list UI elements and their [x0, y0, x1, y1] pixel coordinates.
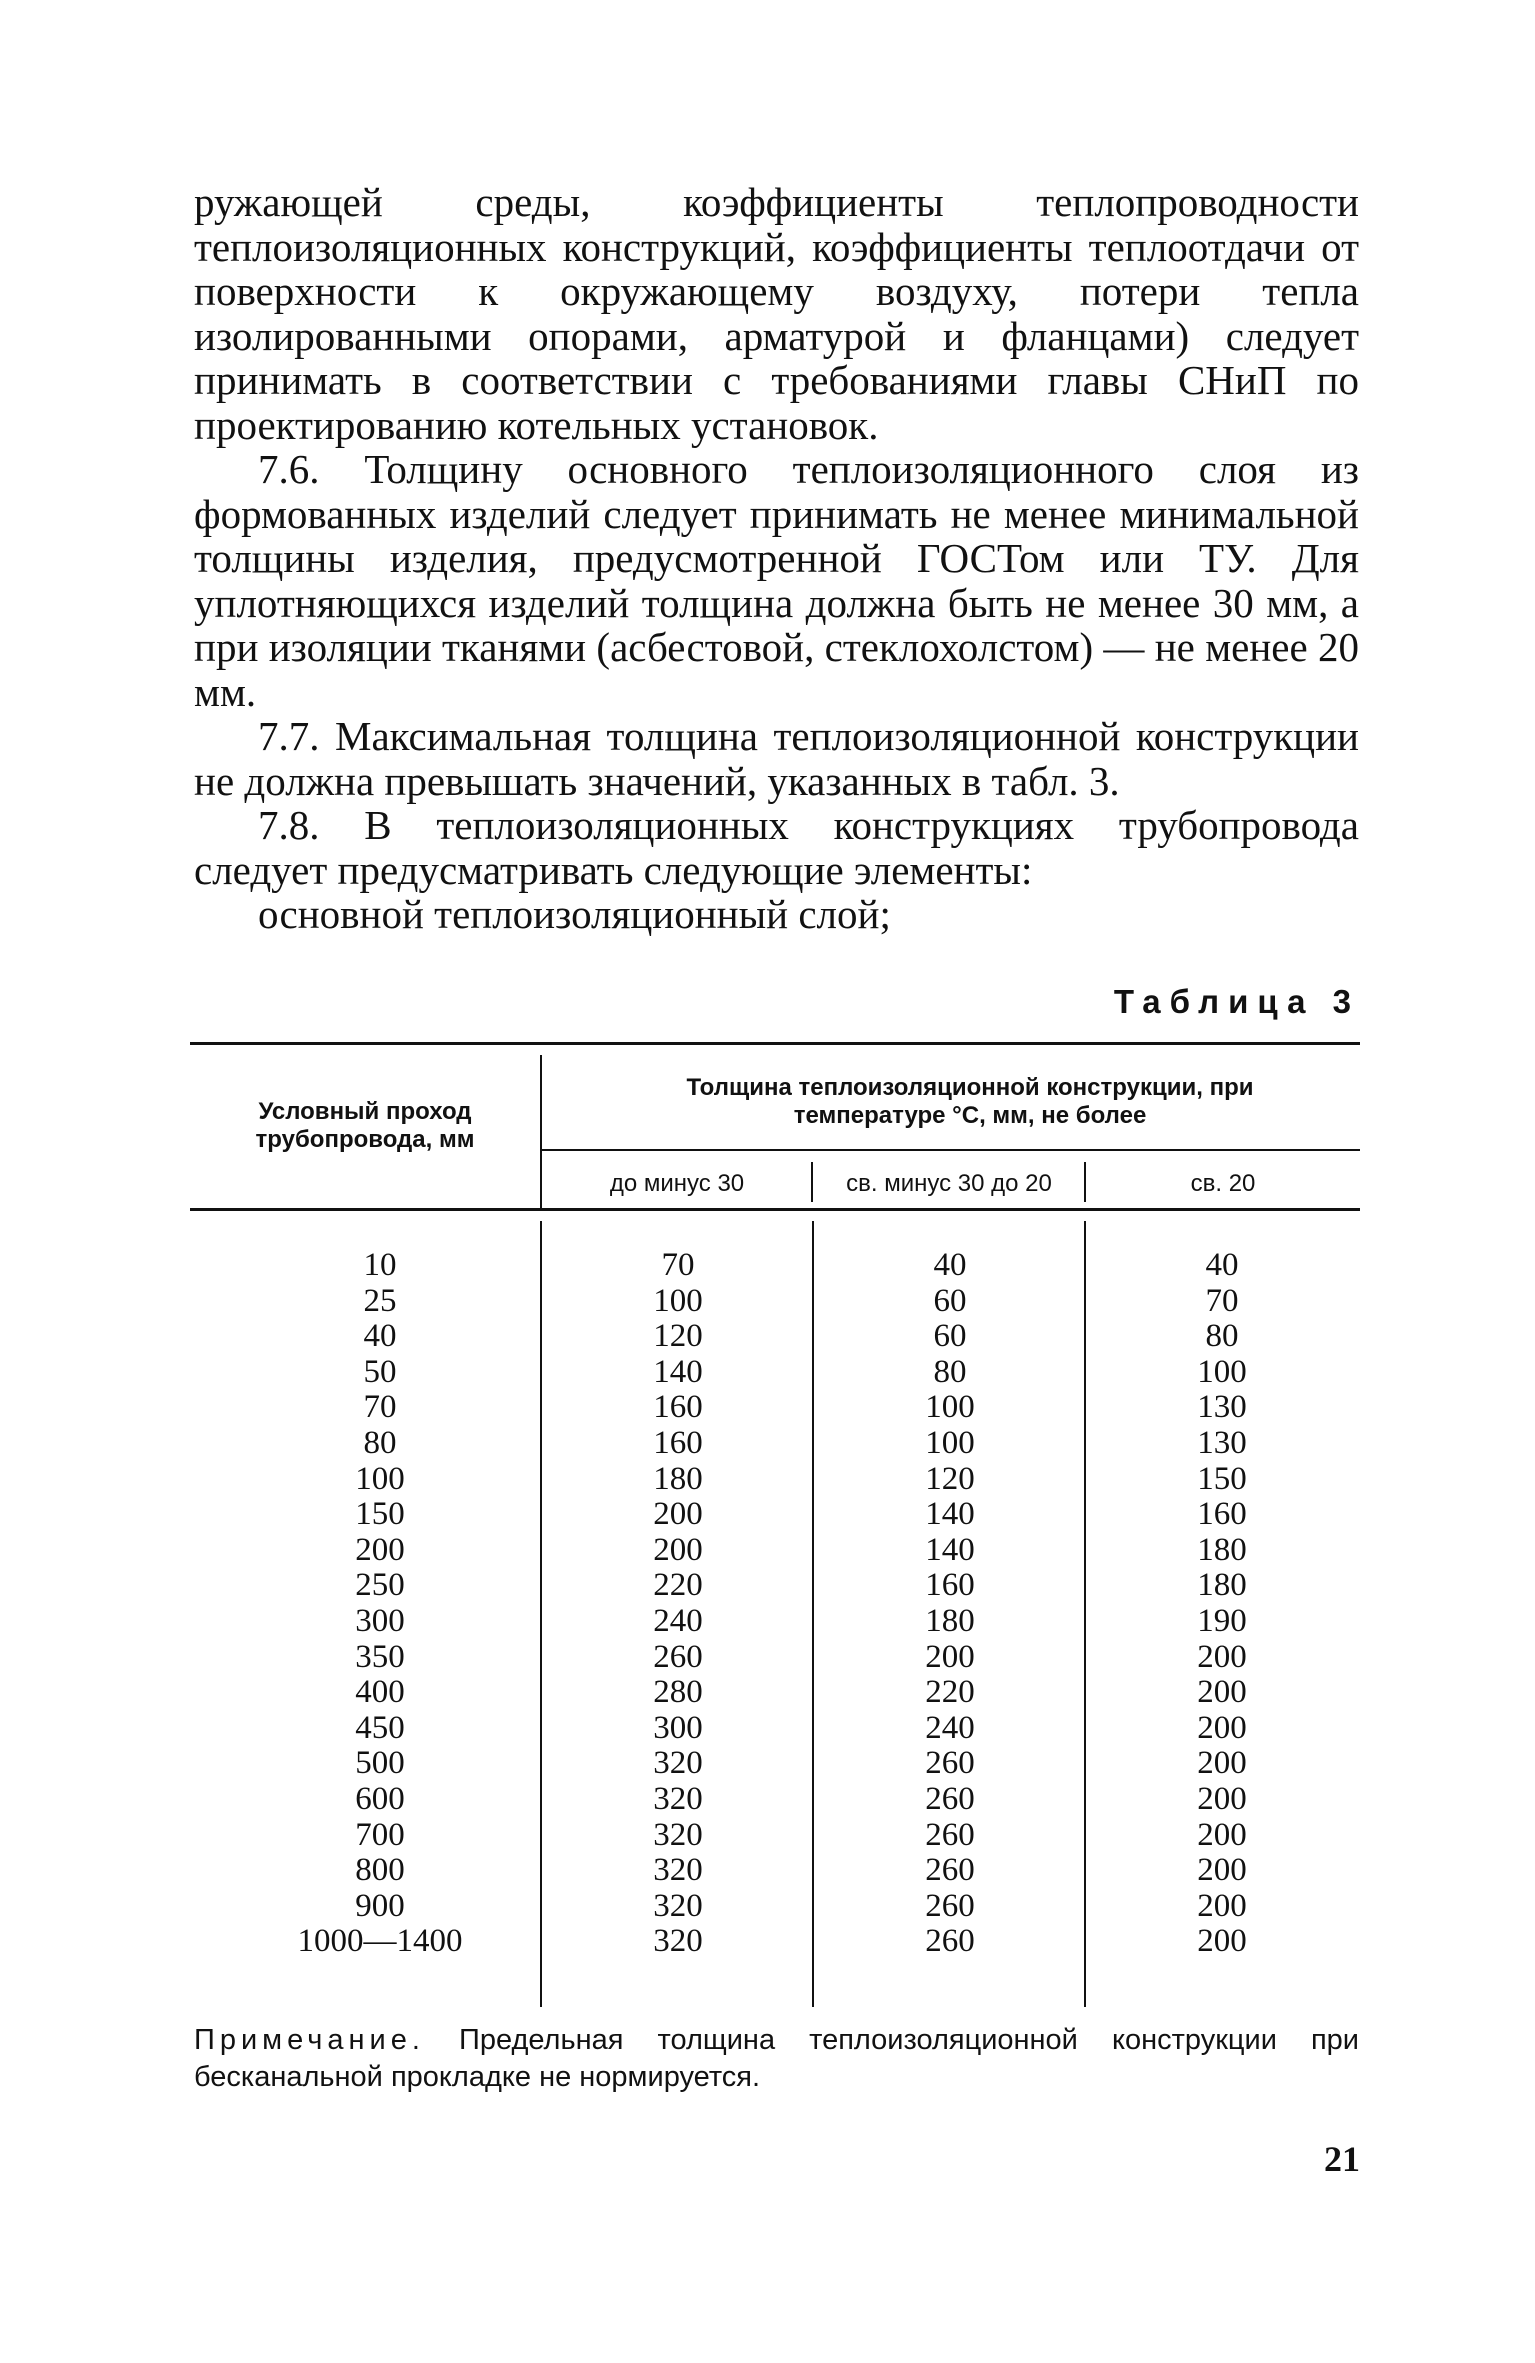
note-label: Примечание. — [194, 2024, 425, 2056]
table-cell: 240 — [925, 1709, 975, 1746]
table-cell: 260 — [925, 1923, 975, 1960]
table-cell: 160 — [653, 1389, 703, 1426]
table-cell: 260 — [653, 1638, 703, 1675]
table-cell: 260 — [925, 1887, 975, 1924]
table-cell: 140 — [925, 1531, 975, 1568]
table-cell: 280 — [653, 1674, 703, 1711]
table-cell: 200 — [1197, 1674, 1247, 1711]
table-cell: 40 — [1205, 1247, 1239, 1283]
table-cell: 320 — [653, 1780, 703, 1817]
paragraph-7-6: 7.6. Толщину основного теплоизоляционного слоя из формованных изделий следует принимать не менее минимальной толщины изделия, предусмотренной ГОСТом или ТУ. Для уплотняющихся изделий толщина должна быть не менее 30 мм, а при изоляции тканями (асбестовой, стеклохолстом) — не менее 20 мм. — [194, 446, 1359, 715]
table-cell: 40 — [363, 1318, 397, 1355]
table-cell: 400 — [355, 1674, 405, 1711]
table-subheader-rule — [542, 1149, 1360, 1151]
header-diameter: Условный проход трубопровода, мм — [255, 1098, 475, 1153]
table-cell: 350 — [355, 1638, 405, 1675]
table-cell: 25 — [363, 1282, 397, 1319]
table-cell: 600 — [355, 1780, 405, 1817]
table-cell: 100 — [925, 1389, 975, 1426]
table-cell: 70 — [661, 1247, 695, 1283]
table-cell: 700 — [355, 1816, 405, 1853]
table-cell: 450 — [355, 1709, 405, 1746]
table-cell: 60 — [933, 1318, 967, 1355]
column-to-minus-30 — [548, 1248, 808, 1960]
paragraph-7-7: 7.7. Максимальная толщина теплоизоляционной конструкции не должна превышать значений, указанных в табл. 3. — [194, 713, 1359, 804]
table-cell: 220 — [653, 1567, 703, 1604]
table-cell: 200 — [1197, 1887, 1247, 1924]
table-cell: 180 — [1197, 1567, 1247, 1604]
table-cell: 300 — [355, 1602, 405, 1639]
table-cell: 250 — [355, 1567, 405, 1604]
table-cell: 50 — [363, 1353, 397, 1390]
table-cell: 80 — [363, 1424, 397, 1461]
table-cell: 200 — [1197, 1816, 1247, 1853]
body-text — [194, 180, 1359, 937]
table-cell: 130 — [1197, 1389, 1247, 1426]
table-cell: 80 — [1205, 1318, 1239, 1355]
table-divider-sub-1 — [811, 1162, 813, 1202]
table-cell: 150 — [1197, 1460, 1247, 1497]
table-cell: 100 — [355, 1460, 405, 1497]
table-cell: 100 — [925, 1424, 975, 1461]
column-diameter — [250, 1248, 510, 1960]
table-cell: 200 — [1197, 1852, 1247, 1889]
subheader-to-minus-30: до минус 30 — [609, 1170, 745, 1197]
table-cell: 120 — [653, 1318, 703, 1355]
table-caption: Таблица 3 — [1113, 983, 1360, 1020]
table-cell: 150 — [355, 1496, 405, 1533]
table-divider-header — [540, 1055, 542, 1208]
table-cell: 160 — [925, 1567, 975, 1604]
table-cell: 260 — [925, 1745, 975, 1782]
table-note — [194, 2022, 1359, 2096]
table-cell: 70 — [1205, 1282, 1239, 1319]
table-cell: 320 — [653, 1887, 703, 1924]
table-cell: 80 — [933, 1353, 967, 1390]
table-divider-sub-2 — [1084, 1162, 1086, 1202]
table-cell: 160 — [653, 1424, 703, 1461]
table-cell: 200 — [653, 1496, 703, 1533]
table-cell: 260 — [925, 1780, 975, 1817]
table-cell: 200 — [1197, 1709, 1247, 1746]
table-cell: 100 — [1197, 1353, 1247, 1390]
header-thickness-group: Толщина теплоизоляционной конструкции, при температуре °С, мм, не более — [686, 1074, 1254, 1129]
table-cell: 200 — [653, 1531, 703, 1568]
table-cell: 260 — [925, 1852, 975, 1889]
table-cell: 900 — [355, 1887, 405, 1924]
table-cell: 200 — [925, 1638, 975, 1675]
subheader-minus-30-to-20: св. минус 30 до 20 — [846, 1170, 1052, 1197]
table-cell: 240 — [653, 1602, 703, 1639]
table-cell: 1000—1400 — [297, 1923, 463, 1960]
table-cell: 70 — [363, 1389, 397, 1426]
table-top-rule — [190, 1042, 1360, 1045]
table-cell: 320 — [653, 1852, 703, 1889]
table-cell: 180 — [1197, 1531, 1247, 1568]
table-cell: 220 — [925, 1674, 975, 1711]
table-cell: 200 — [1197, 1745, 1247, 1782]
table-cell: 160 — [1197, 1496, 1247, 1533]
table-cell: 200 — [355, 1531, 405, 1568]
table-cell: 140 — [925, 1496, 975, 1533]
table-cell: 500 — [355, 1745, 405, 1782]
column-above-20 — [1092, 1248, 1352, 1960]
table-cell: 130 — [1197, 1424, 1247, 1461]
table-cell: 190 — [1197, 1602, 1247, 1639]
table-cell: 180 — [653, 1460, 703, 1497]
table-cell: 200 — [1197, 1923, 1247, 1960]
table-cell: 300 — [653, 1709, 703, 1746]
table-divider-body-2 — [812, 1221, 814, 2007]
table-divider-body-1 — [540, 1221, 542, 2007]
table-cell: 180 — [925, 1602, 975, 1639]
table-cell: 100 — [653, 1282, 703, 1319]
table-cell: 40 — [933, 1247, 967, 1283]
table-header-bottom-rule — [190, 1208, 1360, 1211]
note-text: Предельная толщина теплоизоляционной конструкции при бесканальной прокладке не нормируется. — [194, 2024, 1359, 2093]
table-cell: 60 — [933, 1282, 967, 1319]
paragraph-7-8: 7.8. В теплоизоляционных конструкциях трубопровода следует предусматривать следующие элементы: — [194, 802, 1359, 893]
paragraph-list-item: основной теплоизоляционный слой; — [258, 891, 891, 937]
table-cell: 200 — [1197, 1638, 1247, 1675]
subheader-above-20: св. 20 — [1190, 1170, 1256, 1197]
table-cell: 320 — [653, 1816, 703, 1853]
table-cell: 140 — [653, 1353, 703, 1390]
table-cell: 800 — [355, 1852, 405, 1889]
table-cell: 260 — [925, 1816, 975, 1853]
table-cell: 320 — [653, 1745, 703, 1782]
paragraph-continuation: ружающей среды, коэффициенты теплопроводности теплоизоляционных конструкций, коэффициенты теплоотдачи от поверхности к окружающему воздуху, потери тепла изолированными опорами, арматурой и фланцами) следует принимать в соответствии с требованиями главы СНиП по проектированию котельных установок. — [194, 179, 1359, 448]
page-number: 21 — [1324, 2139, 1360, 2179]
table-divider-body-3 — [1084, 1221, 1086, 2007]
column-minus-30-to-20 — [820, 1248, 1080, 1960]
table-cell: 10 — [363, 1247, 397, 1283]
table-cell: 320 — [653, 1923, 703, 1960]
table-cell: 200 — [1197, 1780, 1247, 1817]
table-cell: 120 — [925, 1460, 975, 1497]
